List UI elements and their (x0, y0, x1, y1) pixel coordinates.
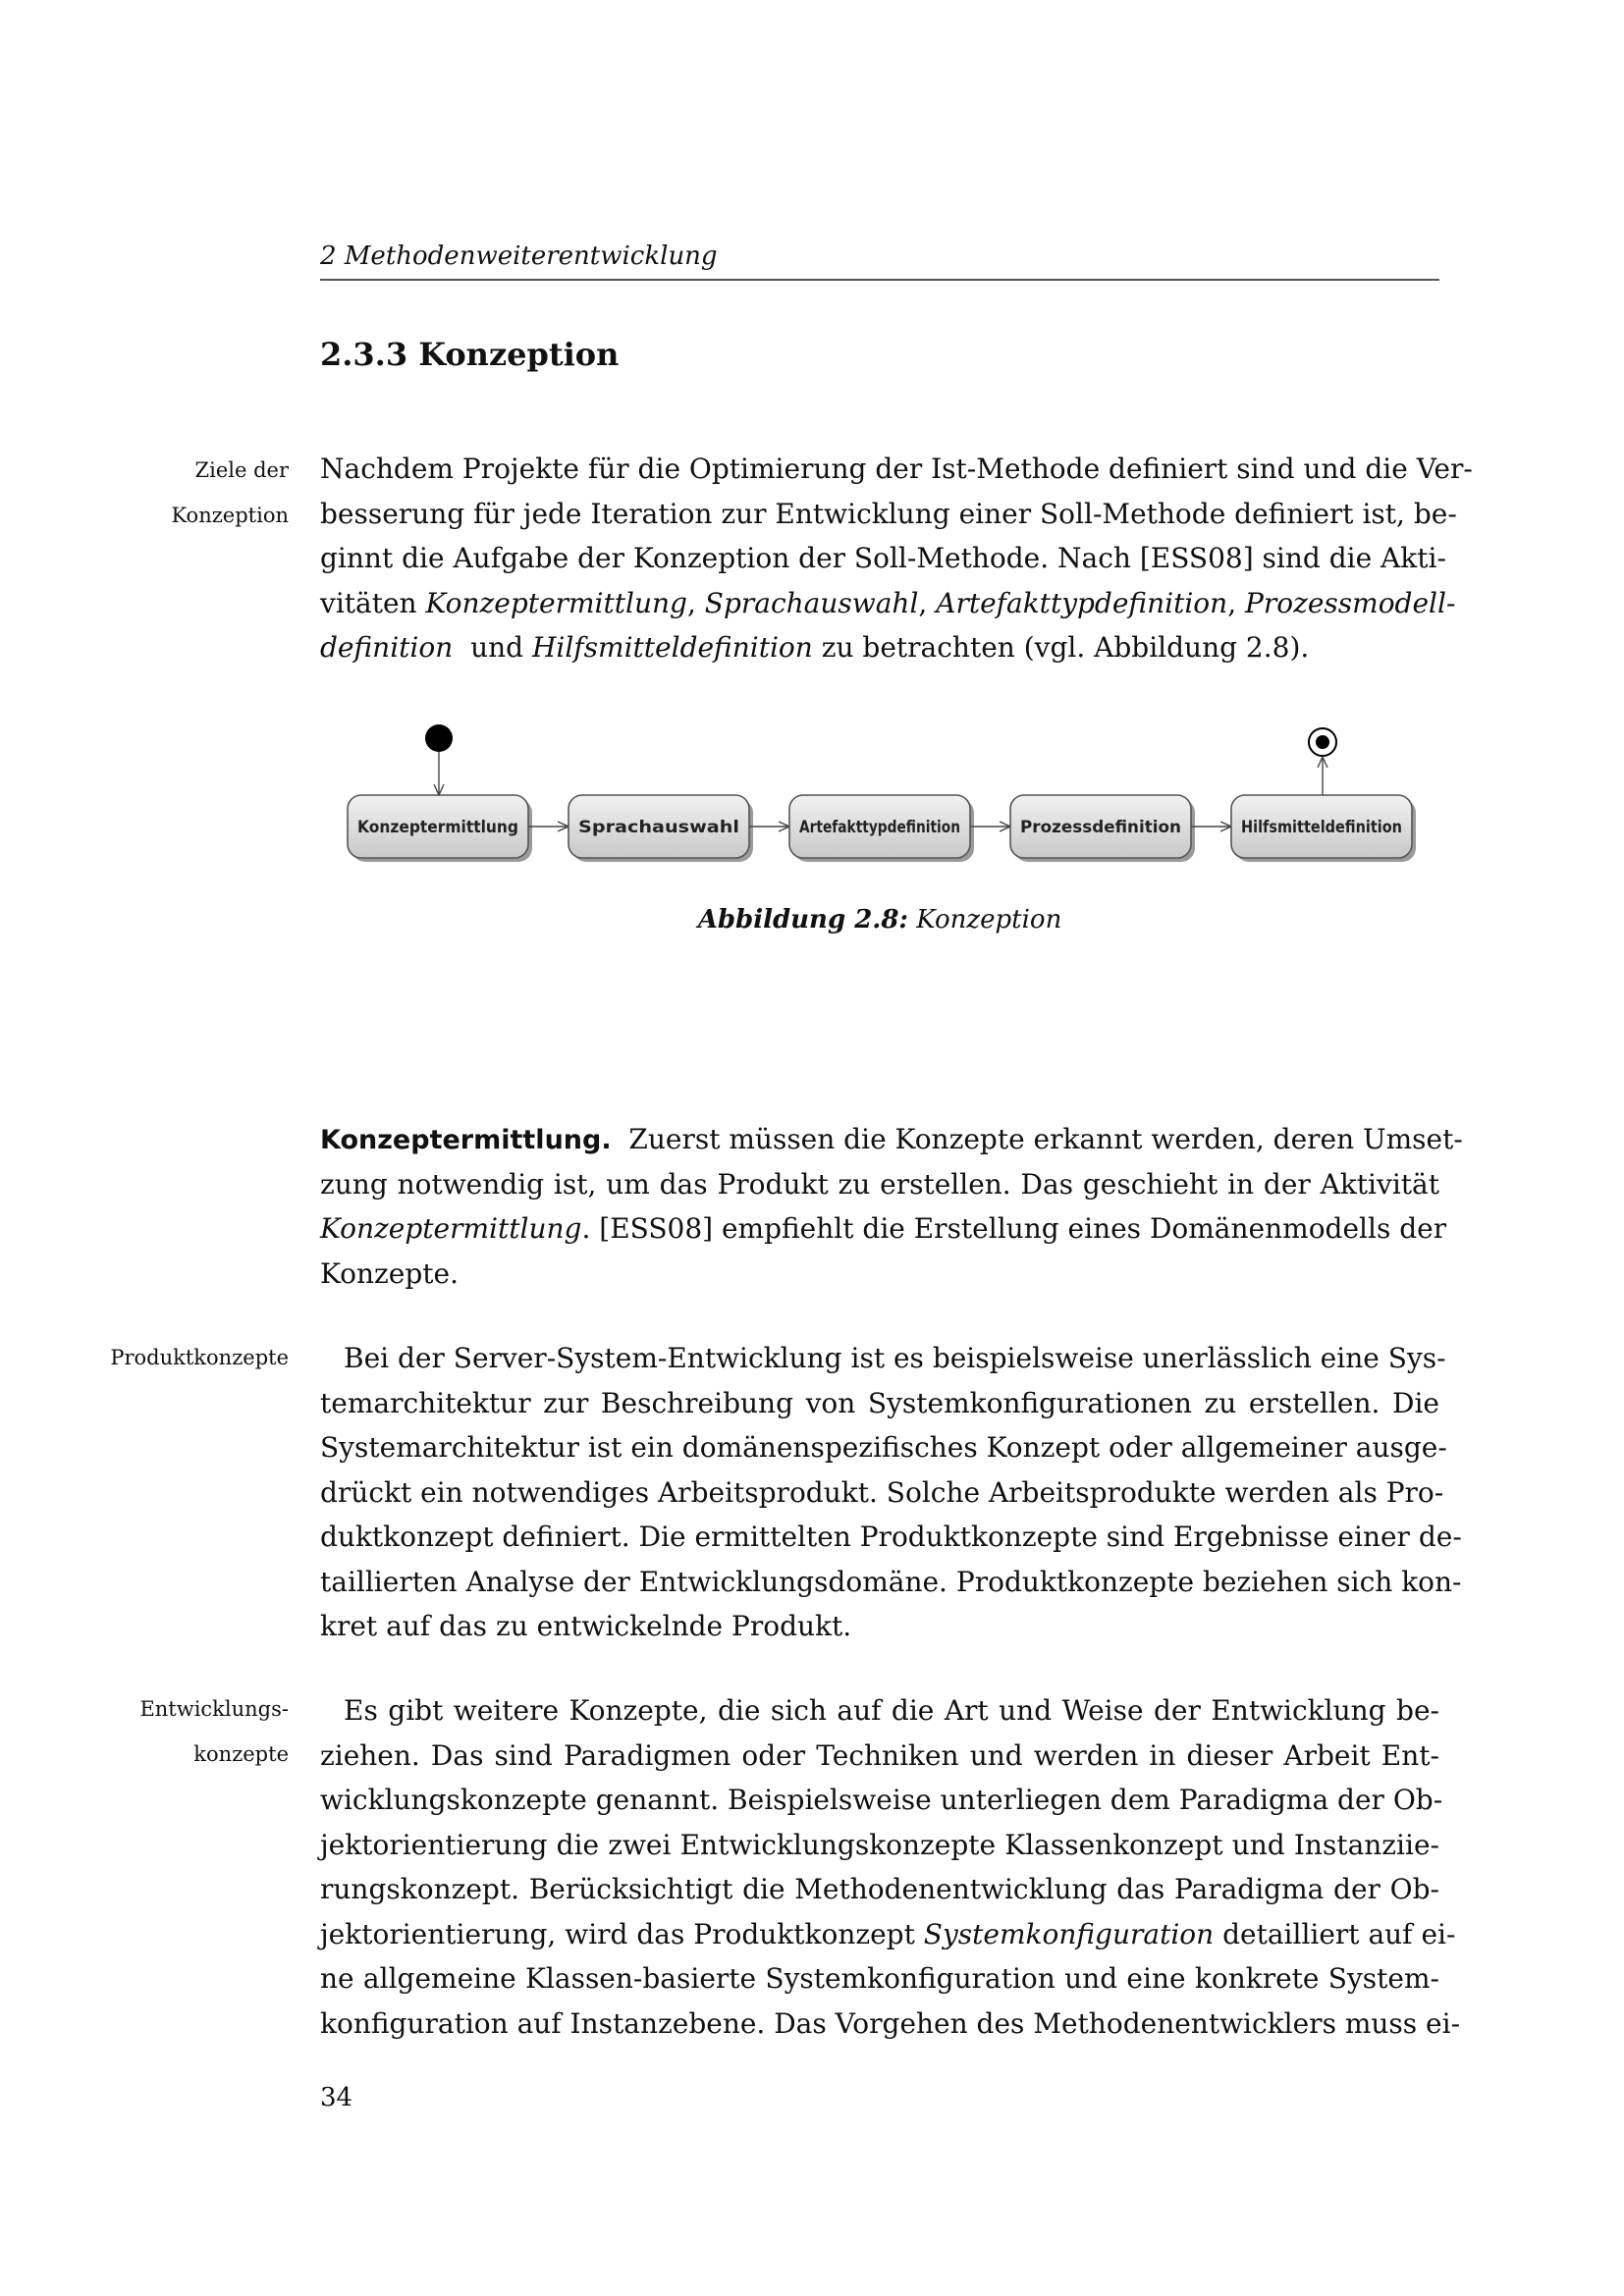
text-line: zung notwendig ist, um das Produkt zu erstellen. Das geschieht in der Aktivität (320, 1167, 1439, 1201)
text-line: ne allgemeine Klassen-basierte Systemkonfiguration und eine konkrete System- (320, 1962, 1439, 1995)
activity-term: Sprachauswahl (704, 586, 919, 619)
activity-node-label: Sprachauswahl (578, 818, 739, 837)
text-line: vitäten Konzeptermittlung, Sprachauswahl, Artefakttypdefinition, Prozessmodell- (320, 586, 1456, 619)
margin-note-line: Ziele der (194, 458, 289, 482)
text-line: rungskonzept. Berücksichtigt die Methodenentwicklung das Paradigma der Ob- (320, 1873, 1439, 1905)
text-line: kret auf das zu entwickelnde Produkt. (320, 1610, 852, 1642)
header-rule (320, 279, 1439, 281)
activity-node-label: Konzeptermittlung (357, 818, 518, 837)
text-line: besserung für jede Iteration zur Entwicklung einer Soll-Methode definiert ist, be- (320, 497, 1457, 530)
paragraph-produktkonzepte (320, 1336, 1462, 1649)
activity-term: Hilfsmitteldefinition (531, 631, 813, 664)
activity-term: definition (320, 631, 454, 664)
caption-label: Abbildung 2.8: (697, 905, 909, 934)
section-title: 2.3.3 Konzeption (320, 336, 620, 373)
page-number: 34 (320, 2083, 353, 2112)
margin-note-line: Konzeption (171, 504, 289, 527)
text-line: drückt ein notwendiges Arbeitsprodukt. Solche Arbeitsprodukte werden als Pro- (320, 1475, 1444, 1509)
paragraph-konzeptermittlung (320, 1117, 1463, 1296)
margin-note-line: Entwicklungs- (139, 1697, 289, 1721)
text-line: ziehen. Das sind Paradigmen oder Techniken und werden in dieser Arbeit Ent- (320, 1738, 1439, 1772)
text-line: Systemarchitektur ist ein domänenspezifisches Konzept oder allgemeiner ausge- (320, 1431, 1447, 1464)
text-line: ginnt die Aufgabe der Konzeption der Soll-Methode. Nach [ESS08] sind die Akti- (320, 542, 1446, 574)
text-line: jektorientierung, wird das Produktkonzept Systemkonfiguration detailliert auf ei- (320, 1917, 1456, 1950)
paragraph-heading: Konzeptermittlung. (320, 1125, 612, 1155)
text-line: wicklungskonzepte genannt. Beispielsweise unterliegen dem Paradigma der Ob- (320, 1784, 1443, 1816)
activity-node-label: Hilfsmitteldefinition (1241, 818, 1402, 837)
margin-note-line: konzepte (193, 1742, 289, 1766)
margin-note-entwicklungskonzepte (139, 1686, 289, 1777)
final-node-core (1316, 735, 1329, 749)
paragraph-intro (320, 447, 1473, 670)
caption-text: Konzeption (908, 905, 1062, 934)
activity-node-label: Artefakttypdefinition (799, 818, 960, 837)
text-line: Bei der Server-System-Entwicklung ist es beispielsweise unerlässlich eine Sys- (344, 1342, 1446, 1374)
activity-term: Konzeptermittlung (320, 1212, 582, 1245)
figure-caption (320, 905, 1439, 934)
text-line: Es gibt weitere Konzepte, die sich auf die Art und Weise der Entwicklung be- (344, 1694, 1439, 1727)
text-line: taillierten Analyse der Entwicklungsdomäne. Produktkonzepte beziehen sich kon- (320, 1565, 1462, 1598)
activity-term: Prozessmodell- (1245, 586, 1456, 619)
activity-node-label: Prozessdefinition (1020, 818, 1181, 837)
margin-note-produktkonzepte: Produktkonzepte (110, 1346, 289, 1369)
initial-node (425, 724, 453, 752)
activity-diagram (334, 709, 1424, 876)
margin-note-ziele (171, 448, 289, 538)
activity-term: Artefakttypdefinition (936, 586, 1228, 619)
paragraph-entwicklungskonzepte (320, 1688, 1461, 2046)
text-line: temarchitektur zur Beschreibung von Systemkonfigurationen zu erstellen. Die (320, 1386, 1439, 1419)
activity-term: Konzeptermittlung (425, 586, 687, 619)
text-line: definition und Hilfsmitteldefinition zu betrachten (vgl. Abbildung 2.8). (320, 631, 1310, 664)
text-line: Konzepte. (320, 1256, 460, 1290)
text-line: konfiguration auf Instanzebene. Das Vorgehen des Methodenentwicklers muss ei- (320, 2006, 1461, 2040)
text-line: Konzeptermittlung. Zuerst müssen die Konzepte erkannt werden, deren Umset- (320, 1123, 1463, 1155)
text-line: duktkonzept definiert. Die ermittelten Produktkonzepte sind Ergebnisse einer de- (320, 1521, 1462, 1553)
text-line: Konzeptermittlung. [ESS08] empfiehlt die Erstellung eines Domänenmodells der (320, 1212, 1447, 1245)
text-line: jektorientierung die zwei Entwicklungskonzepte Klassenkonzept und Instanziie- (320, 1828, 1439, 1861)
text-line: Nachdem Projekte für die Optimierung der Ist-Methode definiert sind und die Ver- (320, 453, 1473, 485)
activity-term: Systemkonfiguration (923, 1917, 1215, 1950)
running-header: 2 Methodenweiterentwicklung (320, 241, 718, 271)
